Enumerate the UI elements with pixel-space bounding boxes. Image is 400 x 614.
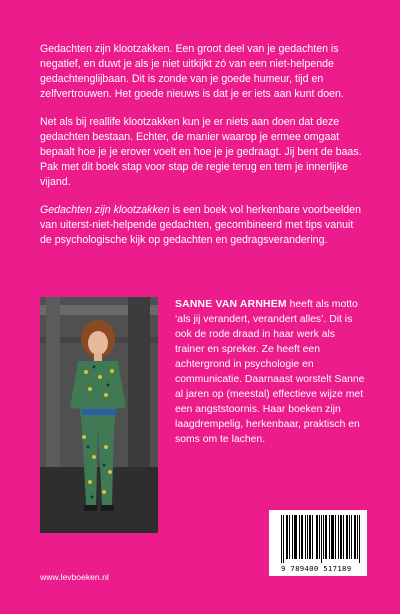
barcode-bars: [281, 515, 361, 563]
barcode-bar: [321, 515, 322, 563]
barcode-bar: [357, 515, 358, 559]
author-photo: [40, 297, 158, 533]
barcode-bar: [319, 515, 320, 559]
barcode-bar: [359, 515, 360, 563]
author-bio: [175, 297, 367, 447]
barcode-bar: [341, 515, 342, 559]
barcode-bar: [351, 515, 352, 559]
author-bio-text: heeft als motto ‘als jij verandert, verandert alles’. Dit is ook de rode draad in haar werk als trainer en spreker. Ze heeft een achtergrond in psychologie en communicatie. Daarnaast worstelt Sanne al jaren op (meestal) effectieve wijze met een angststoornis. Haar boeken zijn laagdrempelig, herkenbaar, praktisch en soms om te lachen.: [175, 299, 365, 445]
barcode-bar: [317, 515, 318, 559]
blurb-paragraph-3-rest: is een boek vol herkenbare voorbeelden van uiterst-niet-helpende gedachten, gecombineerd met tips vanuit de psychologische kijk op gedachten en gedragsverandering.: [40, 204, 361, 246]
barcode-bar: [340, 515, 341, 559]
barcode-bar: [305, 515, 306, 559]
barcode-bar: [289, 515, 290, 559]
isbn-number: 9 789400 517189: [281, 564, 352, 573]
barcode-bar: [302, 515, 303, 559]
barcode-bar: [316, 515, 317, 559]
barcode-bar: [312, 515, 313, 559]
barcode-bar: [296, 515, 297, 559]
barcode-bar: [325, 515, 326, 559]
barcode-bar: [343, 515, 344, 559]
barcode-bar: [335, 515, 336, 559]
barcode-bar: [349, 515, 350, 559]
barcode-bar: [310, 515, 311, 559]
barcode-bar: [333, 515, 334, 559]
barcode-bar: [338, 515, 339, 559]
barcode-bar: [309, 515, 310, 559]
barcode-bar: [287, 515, 288, 559]
barcode-bar: [299, 515, 300, 559]
author-name: SANNE VAN ARNHEM: [175, 299, 287, 310]
barcode-bar: [329, 515, 330, 559]
barcode-bar: [331, 515, 332, 559]
barcode-bar: [307, 515, 308, 559]
barcode-bar: [355, 515, 356, 559]
barcode-bar: [354, 515, 355, 559]
barcode-bar: [294, 515, 295, 559]
barcode-bar: [281, 515, 282, 563]
barcode-bar: [326, 515, 327, 559]
blurb-paragraph-2: Net als bij reallife klootzakken kun je er niets aan doen dat deze gedachten bestaan. Echter, de manier waarop je ermee omgaat bepaalt hoe je je erover voelt en hoe je je gedraagt. Jij bent de baas. Pak met dit boek stap voor stap de regie terug en tem je innerlijke vijand.: [40, 116, 362, 188]
barcode-bar: [347, 515, 348, 559]
isbn-barcode: [269, 510, 367, 576]
barcode-bar: [323, 515, 324, 559]
barcode-bar: [286, 515, 287, 559]
publisher-website[interactable]: www.levboeken.nl: [40, 572, 109, 582]
barcode-bar: [283, 515, 284, 563]
blurb: [40, 42, 366, 261]
barcode-bar: [292, 515, 293, 559]
blurb-paragraph-3: [40, 203, 366, 248]
blurb-paragraph-1: Gedachten zijn klootzakken. Een groot deel van je gedachten is negatief, en duwt je als je niet uitkijkt zó van een niet-helpende gedachtenglijbaan. Dit is zonde van je goede humeur, tijd en zelfvertrouwen. Het goede nieuws is dat je er iets aan kunt doen.: [40, 43, 344, 100]
barcode-bar: [346, 515, 347, 559]
barcode-bar: [332, 515, 333, 559]
book-title-italic: Gedachten zijn klootzakken: [40, 204, 170, 216]
barcode-bar: [295, 515, 296, 559]
barcode-bar: [301, 515, 302, 559]
